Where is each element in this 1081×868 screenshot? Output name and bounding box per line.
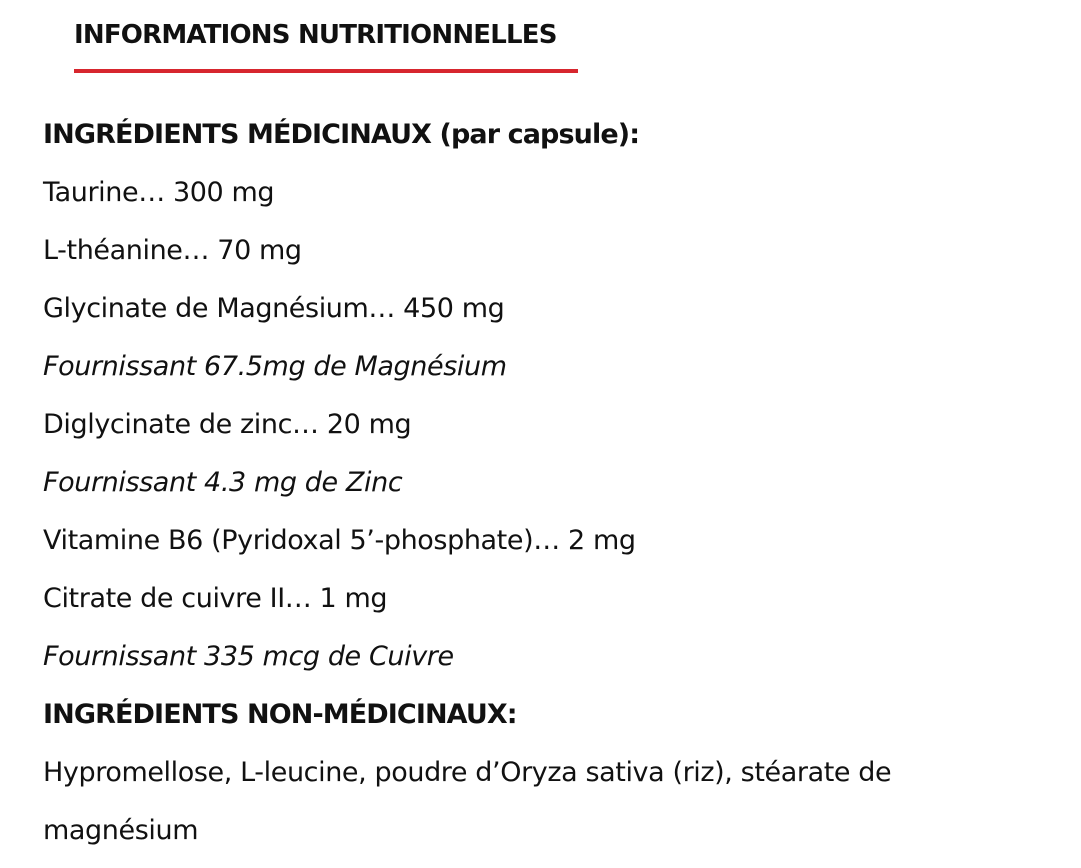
ingredient-line: Taurine… 300 mg	[43, 177, 275, 208]
ingredient-line: L-théanine… 70 mg	[43, 235, 302, 266]
non-medicinal-ingredients-heading: INGRÉDIENTS NON-MÉDICINAUX:	[43, 699, 517, 730]
tab-active-underline	[74, 69, 578, 73]
ingredient-line: Citrate de cuivre II… 1 mg	[43, 583, 388, 614]
medicinal-ingredients-heading: INGRÉDIENTS MÉDICINAUX (par capsule):	[43, 119, 640, 150]
ingredient-line: Diglycinate de zinc… 20 mg	[43, 409, 412, 440]
ingredient-note: Fournissant 4.3 mg de Zinc	[43, 467, 403, 498]
ingredient-note: Fournissant 67.5mg de Magnésium	[43, 351, 507, 382]
non-medicinal-ingredients-text: Hypromellose, L-leucine, poudre d’Oryza sativa (riz), stéarate de magnésium	[43, 757, 892, 846]
nutrition-tab[interactable]	[74, 16, 578, 74]
medicinal-ingredients-list	[43, 164, 1063, 686]
ingredient-line: Glycinate de Magnésium… 450 mg	[43, 293, 505, 324]
tab-title: INFORMATIONS NUTRITIONNELLES	[74, 20, 557, 50]
ingredient-note: Fournissant 335 mcg de Cuivre	[43, 641, 454, 672]
nutrition-content	[43, 106, 1063, 860]
ingredient-line: Vitamine B6 (Pyridoxal 5’-phosphate)… 2 mg	[43, 525, 636, 556]
